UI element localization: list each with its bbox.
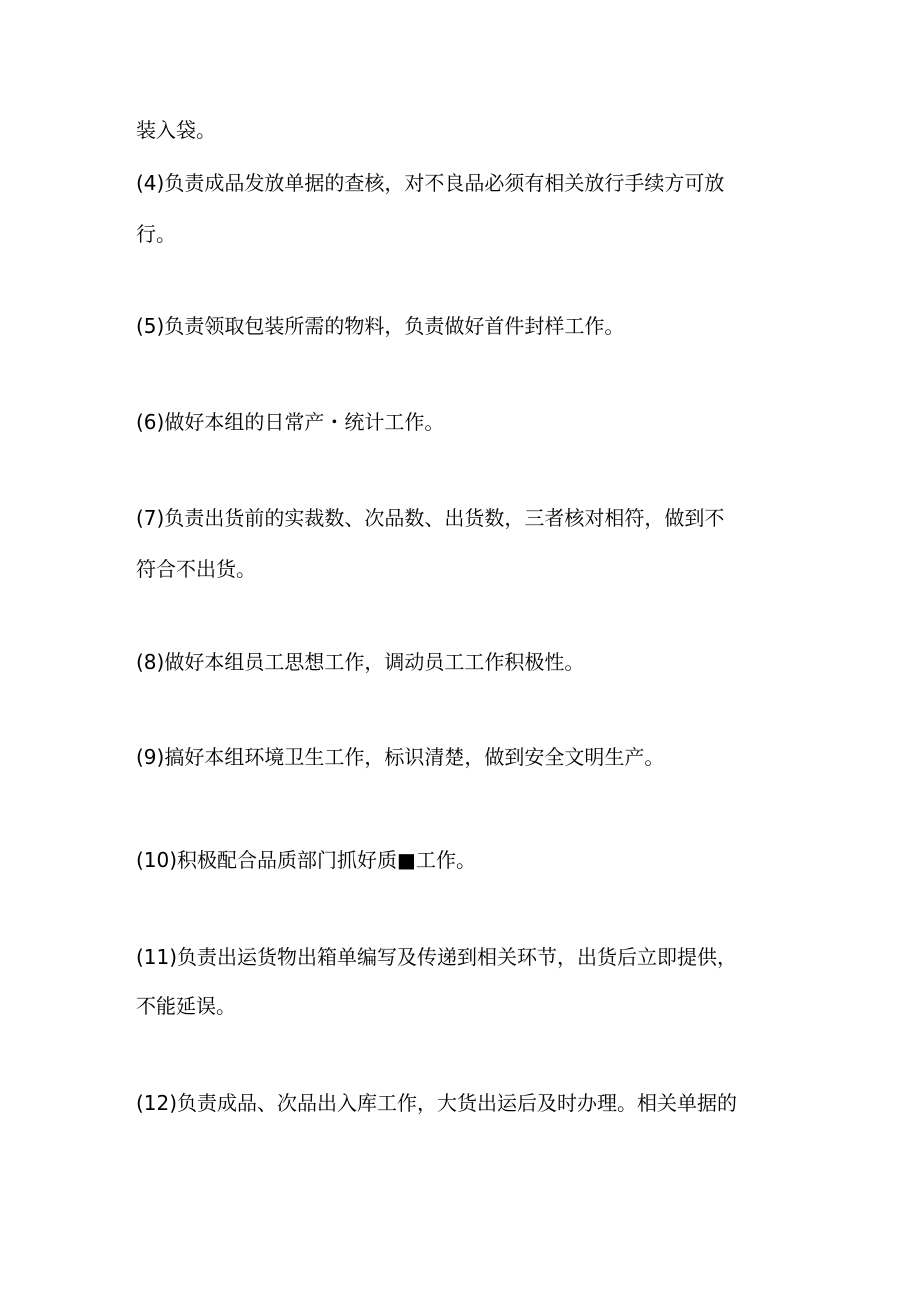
text-line: 不能延误。: [136, 994, 236, 1018]
text-line: (10)积极配合品质部门抓好质■工作。: [136, 848, 476, 872]
text-line: 行。: [136, 222, 176, 246]
text-line: 装入袋。: [136, 118, 216, 142]
text-line: (5)负责领取包装所需的物料，负责做好首件封样工作。: [136, 314, 625, 338]
text-line: (8)做好本组员工思想工作，调动员工工作积极性。: [136, 650, 585, 674]
text-line: (12)负责成品、次品出入库工作，大货出运后及时办理。相关单据的: [136, 1091, 738, 1115]
text-line: (7)负责出货前的实裁数、次品数、出货数，三者核对相符，做到不: [136, 506, 725, 530]
text-line: (11)负责出运货物出箱单编写及传递到相关环节，出货后立即提供，: [136, 945, 738, 969]
text-line: (6)做好本组的日常产・统计工作。: [136, 410, 445, 434]
text-line: (9)搞好本组环境卫生工作，标识清楚，做到安全文明生产。: [136, 745, 665, 769]
text-line: 符合不出货。: [136, 557, 256, 581]
text-line: (4)负责成品发放单据的查核，对不良品必须有相关放行手续方可放: [136, 171, 725, 195]
